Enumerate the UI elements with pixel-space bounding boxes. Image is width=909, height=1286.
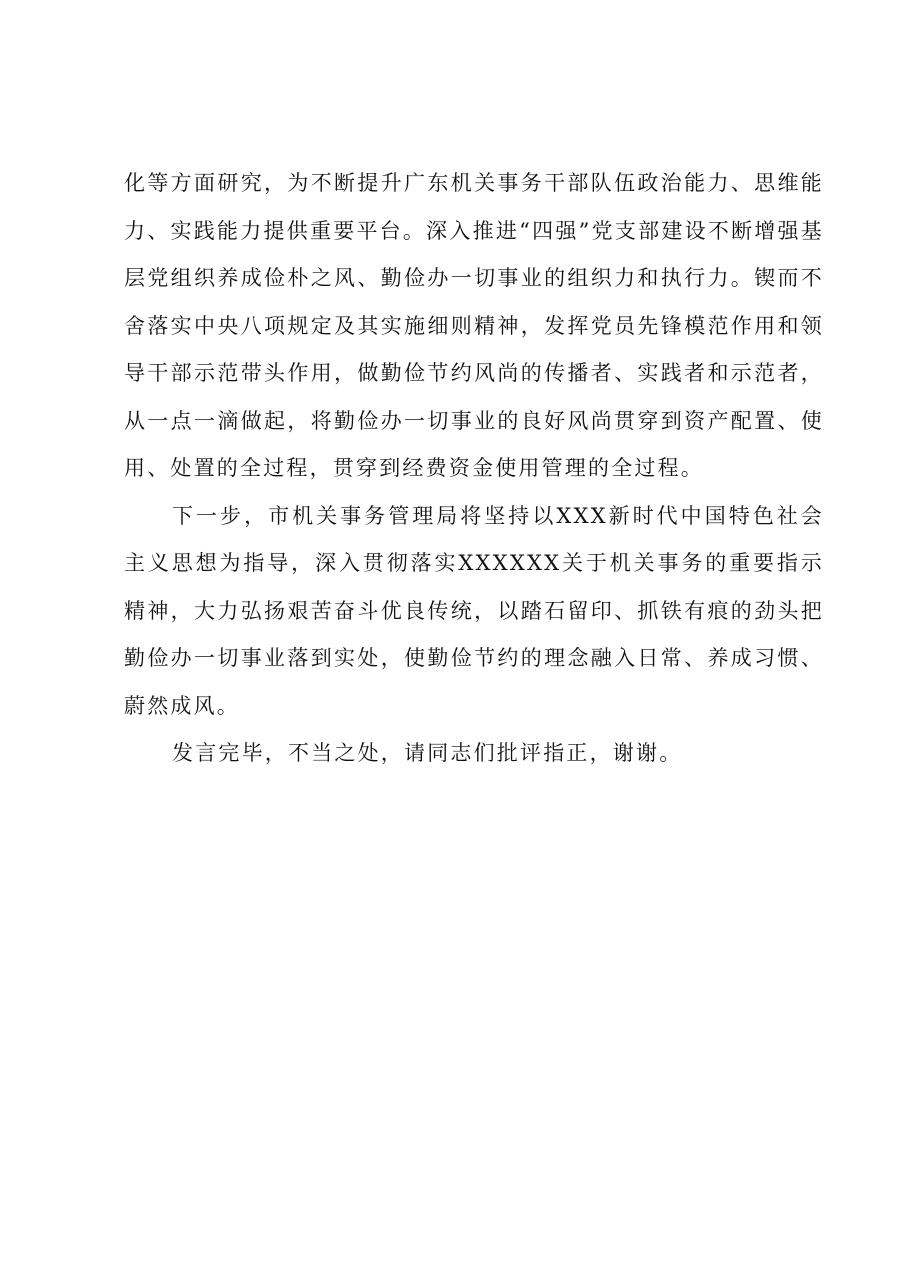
paragraph-continued: 化等方面研究，为不断提升广东机关事务干部队伍政治能力、思维能力、实践能力提供重要平台。深入推进“四强”党支部建设不断增强基层党组织养成俭朴之风、勤俭办一切事业的组织力和执行力。锲而不舍落实中央八项规定及其实施细则精神，发挥党员先锋模范作用和领导干部示范带头作用，做勤俭节约风尚的传播者、实践者和示范者，从一点一滴做起，将勤俭办一切事业的良好风尚贯穿到资产配置、使用、处置的全过程，贯穿到经费资金使用管理的全过程。 <box>124 171 824 480</box>
document-body <box>124 160 824 778</box>
paragraph-closing: 发言完毕，不当之处，请同志们批评指正，谢谢。 <box>172 741 683 765</box>
paragraph-next-steps: 下一步，市机关事务管理局将坚持以XXX新时代中国特色社会主义思想为指导，深入贯彻落实XXXXXX关于机关事务的重要指示精神，大力弘扬艰苦奋斗优良传统，以踏石留印、抓铁有痕的劲头把勤俭办一切事业落到实处，使勤俭节约的理念融入日常、养成习惯、蔚然成风。 <box>124 503 824 718</box>
